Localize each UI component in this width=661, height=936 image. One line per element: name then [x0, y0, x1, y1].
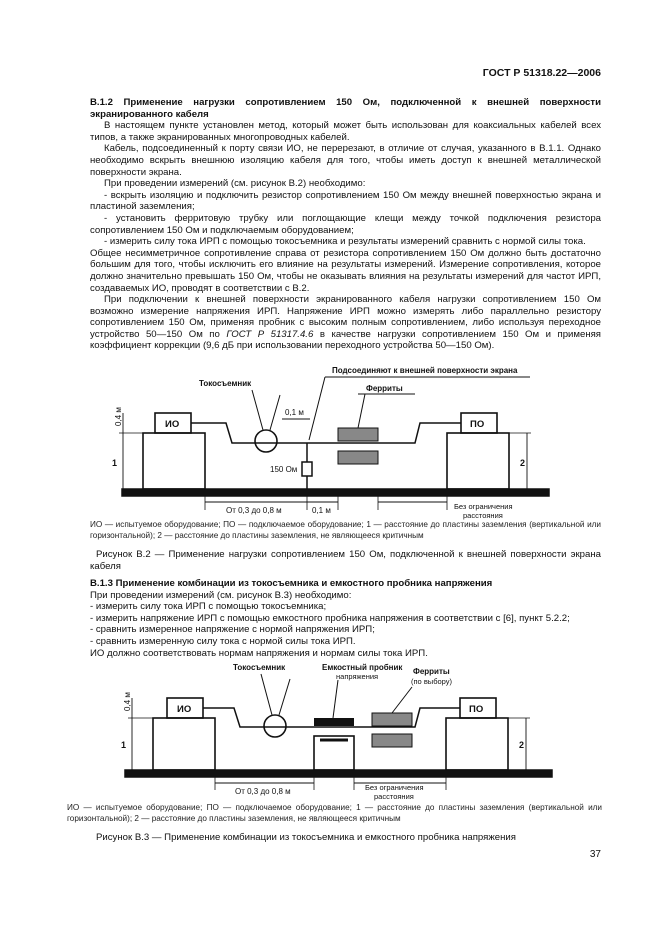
cable-left	[191, 423, 308, 443]
label-optional: (по выбору)	[411, 677, 452, 686]
page-number: 37	[589, 849, 601, 860]
list-item: - установить ферритовую трубку или поглощающие клещи между точкой подключения резистора сопротивлением 150 Ом и подключаемым оборудованием;	[90, 212, 601, 236]
label-voltage: напряжения	[336, 672, 379, 681]
eut-box	[153, 718, 215, 770]
label-0-4m: 0,4 м	[114, 407, 123, 426]
ferrite-top	[338, 428, 378, 441]
label-connect-shield: Подсоединяют к внешней поверхности экрана	[332, 366, 518, 375]
ferrite-bottom	[338, 451, 378, 464]
figure-b2-caption: Рисунок В.2 — Применение нагрузки сопротивлением 150 Ом, подключенной к внешней поверхности экрана кабеля	[90, 549, 601, 572]
figure-b2-diagram	[119, 377, 549, 510]
ae-box	[446, 718, 508, 770]
label-capacitive-probe: Емкостный пробник	[322, 663, 403, 672]
ferrite-bottom	[372, 734, 412, 747]
label-distance: расстояния	[374, 792, 414, 801]
label-ae: ПО	[470, 419, 485, 430]
section-b12-title: В.1.2 Применение нагрузки сопротивлением 150 Ом, подключенной к внешней поверхности экранированного кабеля	[90, 97, 601, 120]
ground-plane	[125, 770, 552, 777]
paragraph: При подключении к внешней поверхности экранированного кабеля нагрузки сопротивлением 150 Ом возможно измерение напряжения ИРП. Напряжение ИРП можно измерять либо параллельно резистору сопротивлением 150 Ом, применяя пробник с высоким полным сопротивлением, либо используя переходное устройство 50—150 Ом по ГОСТ Р 51317.4.6 в качестве нагрузки сопротивлением 150 Ом и применяя коэффициент коррекции (9,6 дБ при использовании переходного устройства 50—150 Ом).	[90, 294, 602, 352]
label-0-1m-bottom: 0,1 м	[312, 506, 331, 515]
label-0-1m: 0,1 м	[285, 408, 304, 417]
figure-b3-diagram	[125, 674, 552, 790]
label-no-limit: Без ограничения	[365, 783, 424, 792]
figure-b2-legend: ИО — испытуемое оборудование; ПО — подключаемое оборудование; 1 — расстояние до пластины заземления (вертикальной или горизонтальной); 2 — расстояние до пластины заземления, не являющееся критичным	[90, 520, 601, 540]
label-dist-2: 2	[519, 740, 525, 750]
ferrite-top	[372, 713, 412, 726]
paragraph: При проведении измерений (см. рисунок В.2) необходимо:	[104, 178, 366, 190]
section-b13-title: В.1.3 Применение комбинации из токосъемника и емкостного пробника напряжения	[90, 578, 493, 589]
current-probe	[264, 715, 286, 737]
list-item: - сравнить измеренную силу тока с нормой силы тока ИРП.	[90, 635, 356, 647]
label-eut: ИО	[165, 419, 180, 430]
list-item: - измерить силу тока ИРП с помощью токосъемника;	[90, 601, 327, 613]
label-dist-1: 1	[121, 740, 127, 750]
list-item: - сравнить измеренное напряжение с нормой напряжения ИРП;	[90, 624, 375, 636]
cable-left	[203, 708, 308, 727]
label-resistor: 150 Ом	[270, 465, 298, 474]
label-0-4m: 0,4 м	[123, 692, 132, 711]
label-ferrites: Ферриты	[413, 667, 450, 676]
paragraph: Кабель, подсоединенный к порту связи ИО, не перерезают, в отличие от случая, указанного в В.1.1. Однако необходимо вскрыть внешнюю изоляцию кабеля для того, чтобы иметь доступ к внешней металлической поверхности экрана.	[90, 143, 601, 178]
cable-right	[308, 423, 461, 443]
figure-b3-caption: Рисунок В.3 — Применение комбинации из токосъемника и емкостного пробника напряжения	[96, 832, 516, 843]
ae-box	[447, 433, 509, 489]
label-current-probe: Токосъемник	[233, 663, 286, 672]
figure-b3-legend: ИО — испытуемое оборудование; ПО — подключаемое оборудование; 1 — расстояние до пластины заземления (вертикальной или горизонтальной); 2 — расстояние до пластины заземления, не являющееся критичным	[67, 803, 602, 823]
list-item: - измерить силу тока ИРП с помощью токосъемника и результаты измерений сравнить с нормой силы тока.	[104, 236, 586, 248]
list-item: - вскрыть изоляцию и подключить резистор сопротивлением 150 Ом между внешней поверхностью экрана и пластиной заземления;	[90, 189, 601, 213]
paragraph: Общее несимметричное сопротивление справа от резистора сопротивлением 150 Ом должно быть достаточно большим для того, чтобы исключить его влияние на результаты измерений. Измерение сопротивления, которое должно значительно превышать 150 Ом, чтобы не оказывать влияния на результаты измерений для частот ИРП, создаваемых ИО, проводят в соответствии с В.2.	[90, 247, 601, 294]
label-dist-1: 1	[112, 458, 118, 468]
paragraph: При проведении измерений (см. рисунок В.3) необходимо:	[90, 589, 352, 601]
label-dist-range: От 0,3 до 0,8 м	[235, 787, 291, 796]
eut-box	[143, 433, 205, 489]
label-ae: ПО	[469, 704, 484, 715]
current-probe	[255, 430, 277, 452]
section-b13	[90, 578, 601, 659]
label-dist-range: От 0,3 до 0,8 м	[226, 506, 282, 515]
capacitive-probe-top	[314, 718, 354, 726]
standard-reference: ГОСТ Р 51317.4.6	[226, 328, 314, 340]
paragraph: ИО должно соответствовать нормам напряжения и нормам силы тока ИРП.	[90, 647, 428, 659]
ground-plane	[122, 489, 549, 496]
list-item: - измерить напряжение ИРП с помощью емкостного пробника напряжения в соответствии с [6], пункт 5.2.2;	[90, 612, 570, 624]
label-eut: ИО	[177, 704, 192, 715]
document-code: ГОСТ Р 51318.22—2006	[482, 67, 601, 79]
label-no-limit: Без ограничения	[454, 502, 513, 511]
label-ferrites: Ферриты	[366, 384, 403, 393]
label-distance: расстояния	[463, 511, 503, 520]
resistor-150	[302, 462, 312, 476]
paragraph: В настоящем пункте установлен метод, который может быть использован для коаксиальных кабелей всех типов, а также экранированных многопроводных кабелей.	[90, 120, 601, 143]
label-dist-2: 2	[520, 458, 526, 468]
label-current-probe: Токосъемник	[199, 379, 252, 388]
